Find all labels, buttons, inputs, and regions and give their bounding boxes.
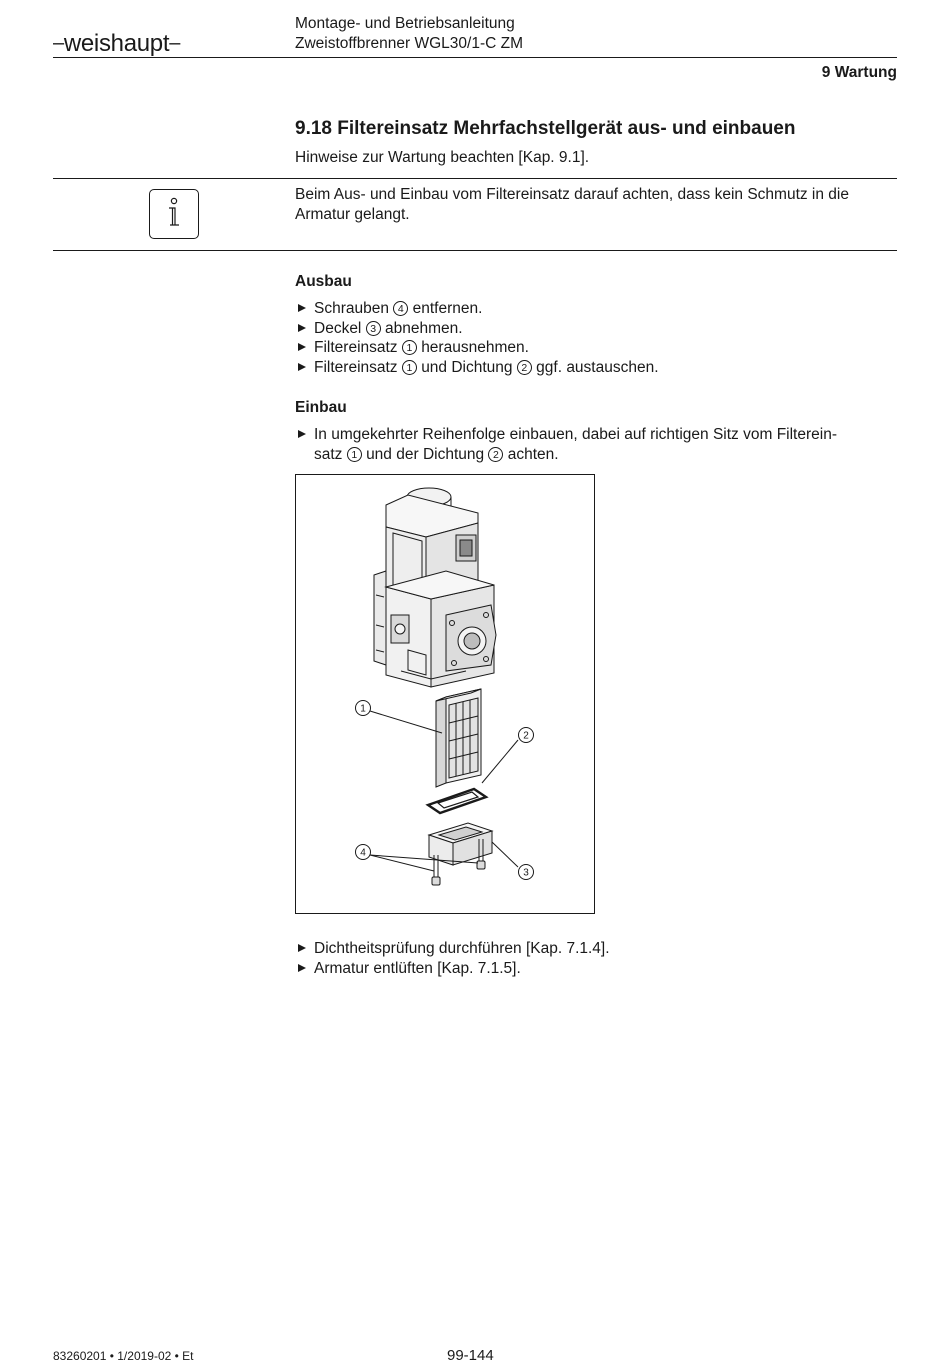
- list-item: Deckel 3 abnehmen.: [298, 319, 659, 339]
- info-rule-top: [53, 178, 897, 179]
- list-item: Schrauben 4 entfernen.: [298, 299, 659, 319]
- info-rule-bottom: [53, 250, 897, 251]
- list-item: Filtereinsatz 1 und Dichtung 2 ggf. austauschen.: [298, 358, 659, 378]
- callout-number: 1: [402, 340, 417, 355]
- callout-3-label: 3: [523, 867, 529, 879]
- callout-number: 4: [393, 301, 408, 316]
- doc-type: Montage- und Betriebsanleitung: [295, 15, 515, 32]
- list-item: Filtereinsatz 1 herausnehmen.: [298, 338, 659, 358]
- bullet-triangle-icon: [298, 430, 306, 438]
- list-item: In umgekehrter Reihenfolge einbauen, dabei auf richtigen Sitz vom Filterein- satz 1 und der Dichtung 2 achten.: [298, 425, 837, 464]
- bullet-triangle-icon: [298, 304, 306, 312]
- page-number: 99-144: [447, 1347, 494, 1364]
- product-name: Zweistoffbrenner WGL30/1-C ZM: [295, 35, 523, 52]
- callout-number: 3: [366, 321, 381, 336]
- section-intro: Hinweise zur Wartung beachten [Kap. 9.1].: [295, 149, 590, 166]
- section-title: 9.18 Filtereinsatz Mehrfachstellgerät aus- und einbauen: [295, 118, 796, 139]
- logo-text: weishaupt: [63, 30, 170, 57]
- chapter-label: 9 Wartung: [821, 64, 897, 81]
- gas-valve-illustration: [296, 475, 594, 913]
- callout-4-label: 4: [360, 847, 366, 859]
- einbau-heading: Einbau: [295, 399, 347, 416]
- final-steps: [298, 939, 610, 978]
- bullet-triangle-icon: [298, 944, 306, 952]
- callout-number: 2: [488, 447, 503, 462]
- bullet-triangle-icon: [298, 343, 306, 351]
- bullet-triangle-icon: [298, 363, 306, 371]
- callout-1-label: 1: [360, 703, 366, 715]
- bullet-triangle-icon: [298, 964, 306, 972]
- header-rule: [53, 57, 897, 58]
- callout-number: 1: [347, 447, 362, 462]
- bullet-triangle-icon: [298, 324, 306, 332]
- info-icon: [149, 189, 199, 239]
- ausbau-steps: [298, 299, 659, 377]
- doc-code: 83260201 • 1/2019-02 • Et: [53, 1349, 194, 1363]
- list-item: Dichtheitsprüfung durchführen [Kap. 7.1.4].: [298, 939, 610, 959]
- callout-number: 2: [517, 360, 532, 375]
- einbau-steps: [298, 425, 837, 464]
- filter-assembly-figure: [295, 474, 595, 914]
- list-item: Armatur entlüften [Kap. 7.1.5].: [298, 959, 610, 979]
- info-text: Beim Aus- und Einbau vom Filtereinsatz darauf achten, dass kein Schmutz in die Armatur gelangt.: [295, 186, 849, 223]
- ausbau-heading: Ausbau: [295, 273, 352, 290]
- callout-2-label: 2: [523, 730, 529, 742]
- weishaupt-logo: –weishaupt–: [53, 30, 181, 57]
- callout-number: 1: [402, 360, 417, 375]
